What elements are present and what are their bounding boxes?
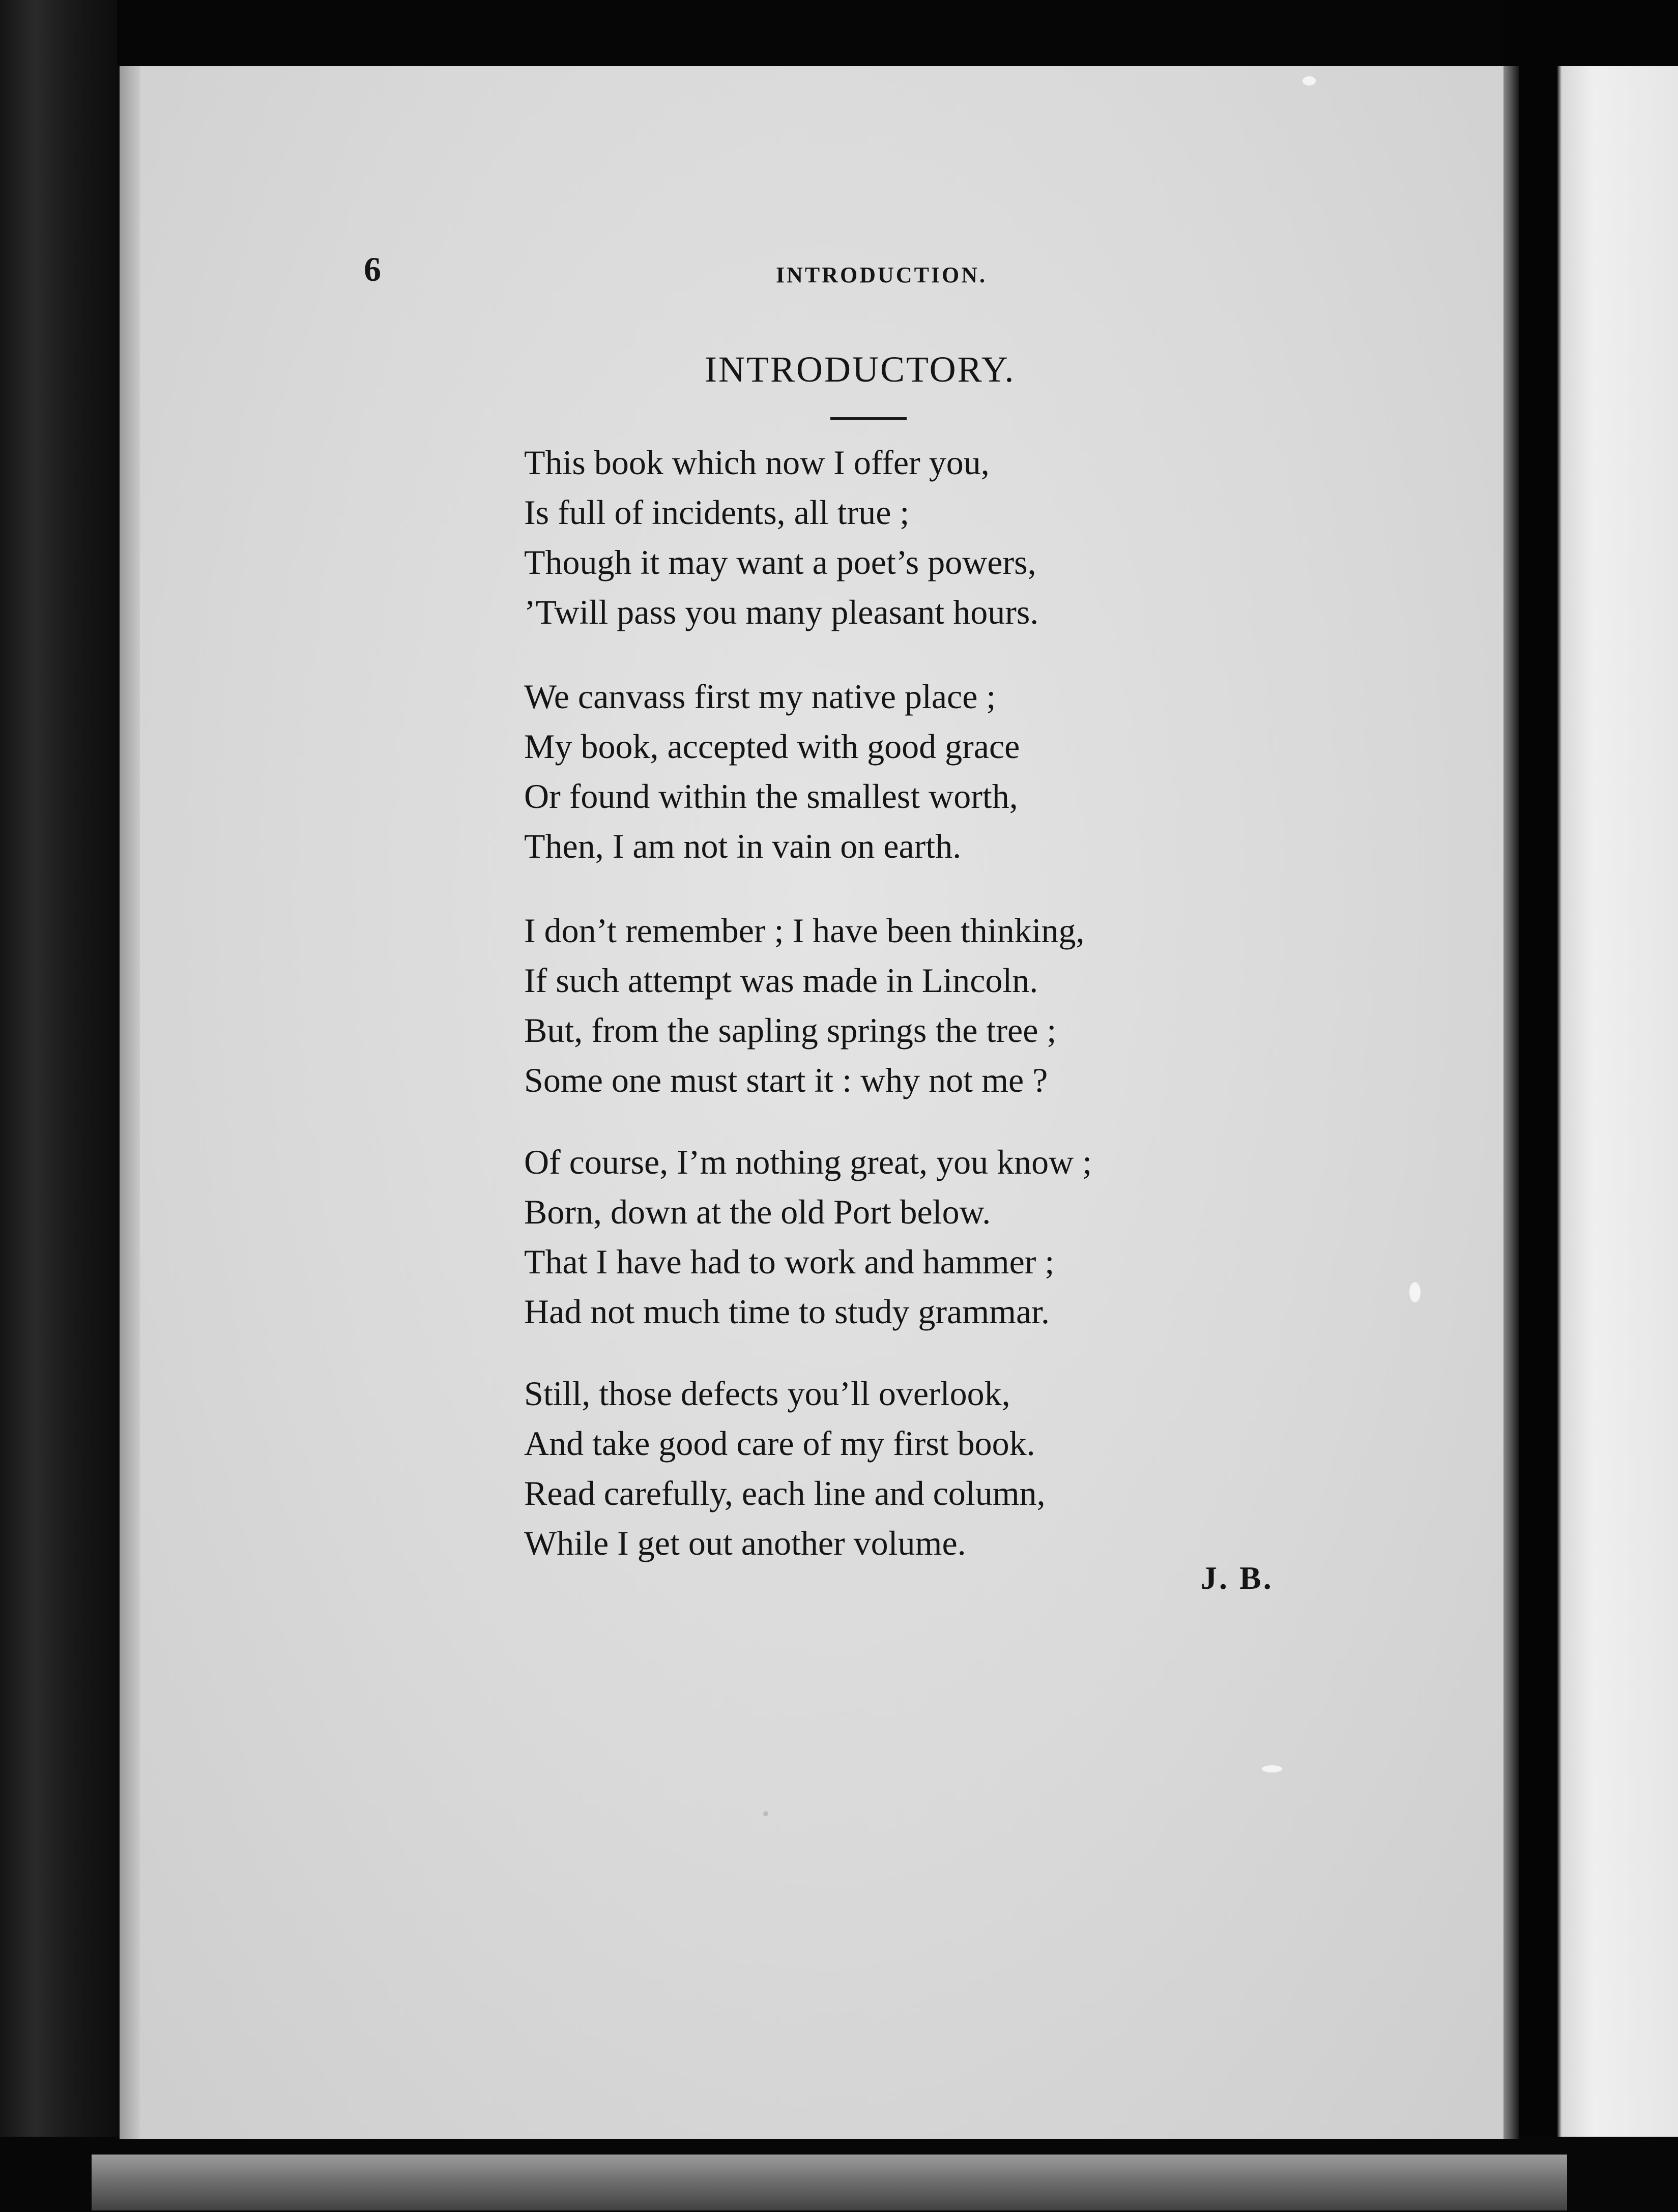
poem-line: Though it may want a poet’s powers,	[524, 543, 1036, 581]
running-head: INTRODUCTION.	[776, 263, 988, 287]
poem-line: ’Twill pass you many pleasant hours.	[524, 593, 1039, 631]
adjacent-page-edge	[1557, 66, 1678, 2142]
stanza	[524, 906, 1085, 1105]
poem-line: Is full of incidents, all true ;	[524, 493, 910, 532]
poem-line: Still, those defects you’ll overlook,	[524, 1374, 1010, 1413]
title-rule	[830, 417, 907, 420]
page-number: 6	[364, 250, 381, 288]
dust-speck	[1409, 1282, 1421, 1302]
poem-line: Of course, I’m nothing great, you know ;	[524, 1143, 1092, 1181]
stanza	[524, 1369, 1046, 1568]
page-edge-left	[120, 66, 140, 2139]
poem-line: Then, I am not in vain on earth.	[524, 827, 962, 865]
dust-speck	[1262, 1765, 1282, 1772]
poem-line: Born, down at the old Port below.	[524, 1192, 991, 1231]
page-title: INTRODUCTORY.	[705, 349, 1016, 390]
page-gutter	[1503, 66, 1519, 2139]
poem-line: Had not much time to study grammar.	[524, 1292, 1050, 1331]
poem-line: I don’t remember ; I have been thinking,	[524, 911, 1085, 950]
dust-speck	[763, 1811, 768, 1816]
poem-line: We canvass first my native place ;	[524, 677, 996, 716]
stanza	[524, 1137, 1092, 1336]
stanza	[524, 672, 1020, 871]
dust-speck	[1303, 76, 1316, 85]
poem-line: Some one must start it : why not me ?	[524, 1061, 1048, 1099]
film-margin-left	[0, 0, 117, 2212]
poem-line: While I get out another volume.	[524, 1524, 966, 1562]
signature: J. B.	[1201, 1560, 1274, 1596]
poem-line: Read carefully, each line and column,	[524, 1474, 1046, 1512]
poem-line: If such attempt was made in Lincoln.	[524, 961, 1038, 1000]
poem-line: And take good care of my first book.	[524, 1424, 1035, 1463]
poem-line: But, from the sapling springs the tree ;	[524, 1011, 1057, 1050]
bottom-film-band	[92, 2155, 1567, 2210]
stanza	[524, 438, 1038, 637]
poem-line: That I have had to work and hammer ;	[524, 1242, 1055, 1281]
poem-line: This book which now I offer you,	[524, 443, 990, 482]
film-margin-top	[117, 0, 1678, 66]
poem-line: Or found within the smallest worth,	[524, 777, 1018, 816]
poem-line: My book, accepted with good grace	[524, 727, 1020, 766]
